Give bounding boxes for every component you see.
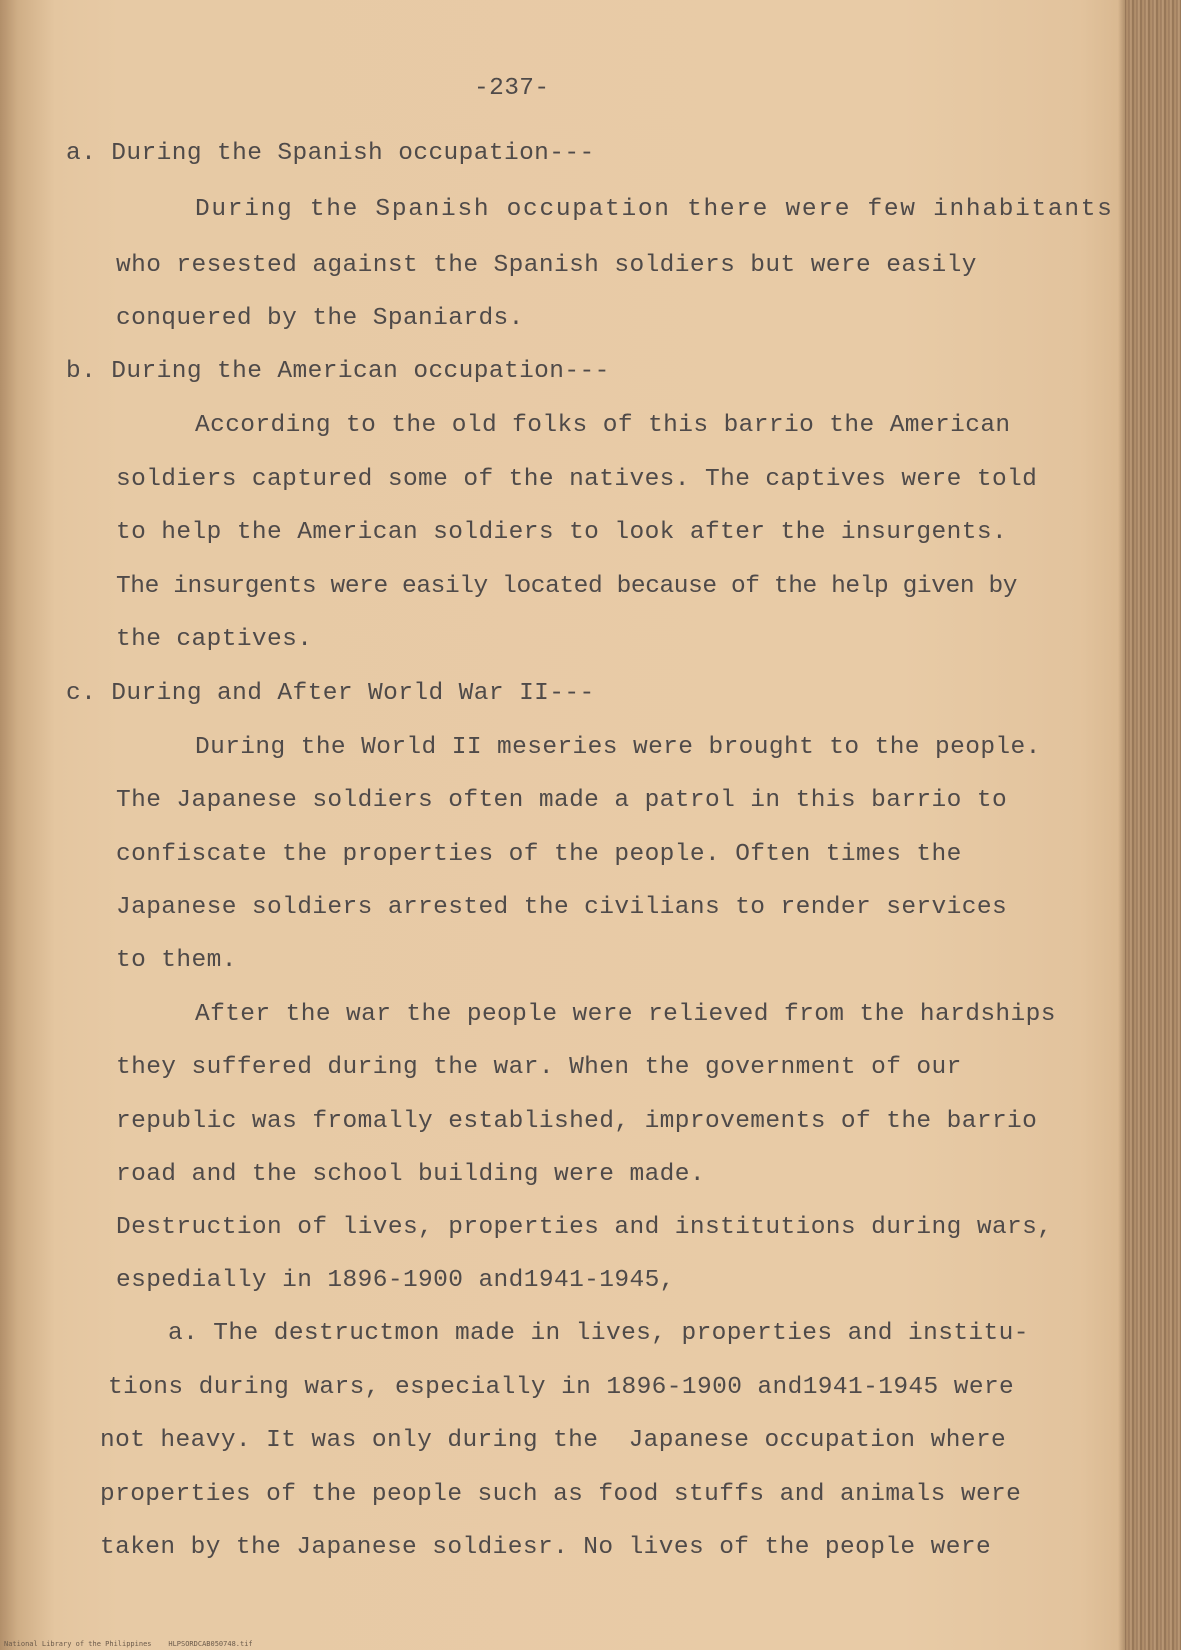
paragraph-line: soldiers captured some of the natives. The captives were told xyxy=(116,466,1038,493)
paragraph-line: republic was fromally established, improvements of the barrio xyxy=(116,1108,1038,1135)
archive-footer: National Library of the Philippines HLPSORDCAB050748.tif xyxy=(4,1640,253,1648)
paragraph-line: conquered by the Spaniards. xyxy=(116,305,524,332)
paragraph-line: not heavy. It was only during the Japanese occupation where xyxy=(100,1427,1007,1454)
paragraph-line: they suffered during the war. When the government of our xyxy=(116,1054,962,1081)
paragraph-line: During the World II meseries were brought to the people. xyxy=(195,734,1041,761)
paragraph-line: to them. xyxy=(116,947,237,974)
paragraph-line: Japanese soldiers arrested the civilians to render services xyxy=(116,894,1008,921)
paragraph-line: taken by the Japanese soldiesr. No lives of the people were xyxy=(100,1534,992,1561)
paragraph-line: The insurgents were easily located because of the help given by xyxy=(116,573,1018,600)
page-number: -237- xyxy=(474,75,550,102)
paragraph-line: The Japanese soldiers often made a patrol in this barrio to xyxy=(116,787,1008,814)
section-heading-c: c. During and After World War II--- xyxy=(66,680,595,707)
section-heading-destruction: Destruction of lives, properties and institutions during wars, xyxy=(116,1214,1053,1241)
paragraph-line: According to the old folks of this barrio the American xyxy=(195,412,1011,439)
paragraph-line: to help the American soldiers to look after the insurgents. xyxy=(116,519,1008,546)
section-heading-b: b. During the American occupation--- xyxy=(66,358,610,385)
section-heading-a: a. During the Spanish occupation--- xyxy=(66,140,595,167)
paragraph-line: tions during wars, especially in 1896-1900 and1941-1945 were xyxy=(108,1374,1015,1401)
paragraph-line: properties of the people such as food stuffs and animals were xyxy=(100,1481,1022,1508)
paragraph-line: a. The destructmon made in lives, properties and institu- xyxy=(168,1320,1029,1347)
book-page-edges xyxy=(1125,0,1181,1650)
paragraph-line: During the Spanish occupation there were few inhabitants xyxy=(195,196,1114,223)
paragraph-line: the captives. xyxy=(116,626,313,653)
paragraph-line: After the war the people were relieved from the hardships xyxy=(195,1001,1056,1028)
paragraph-line: who resested against the Spanish soldiers but were easily xyxy=(116,252,977,279)
paragraph-line: confiscate the properties of the people. Often times the xyxy=(116,841,962,868)
paragraph-line: espedially in 1896-1900 and1941-1945, xyxy=(116,1267,675,1294)
paragraph-line: road and the school building were made. xyxy=(116,1161,705,1188)
